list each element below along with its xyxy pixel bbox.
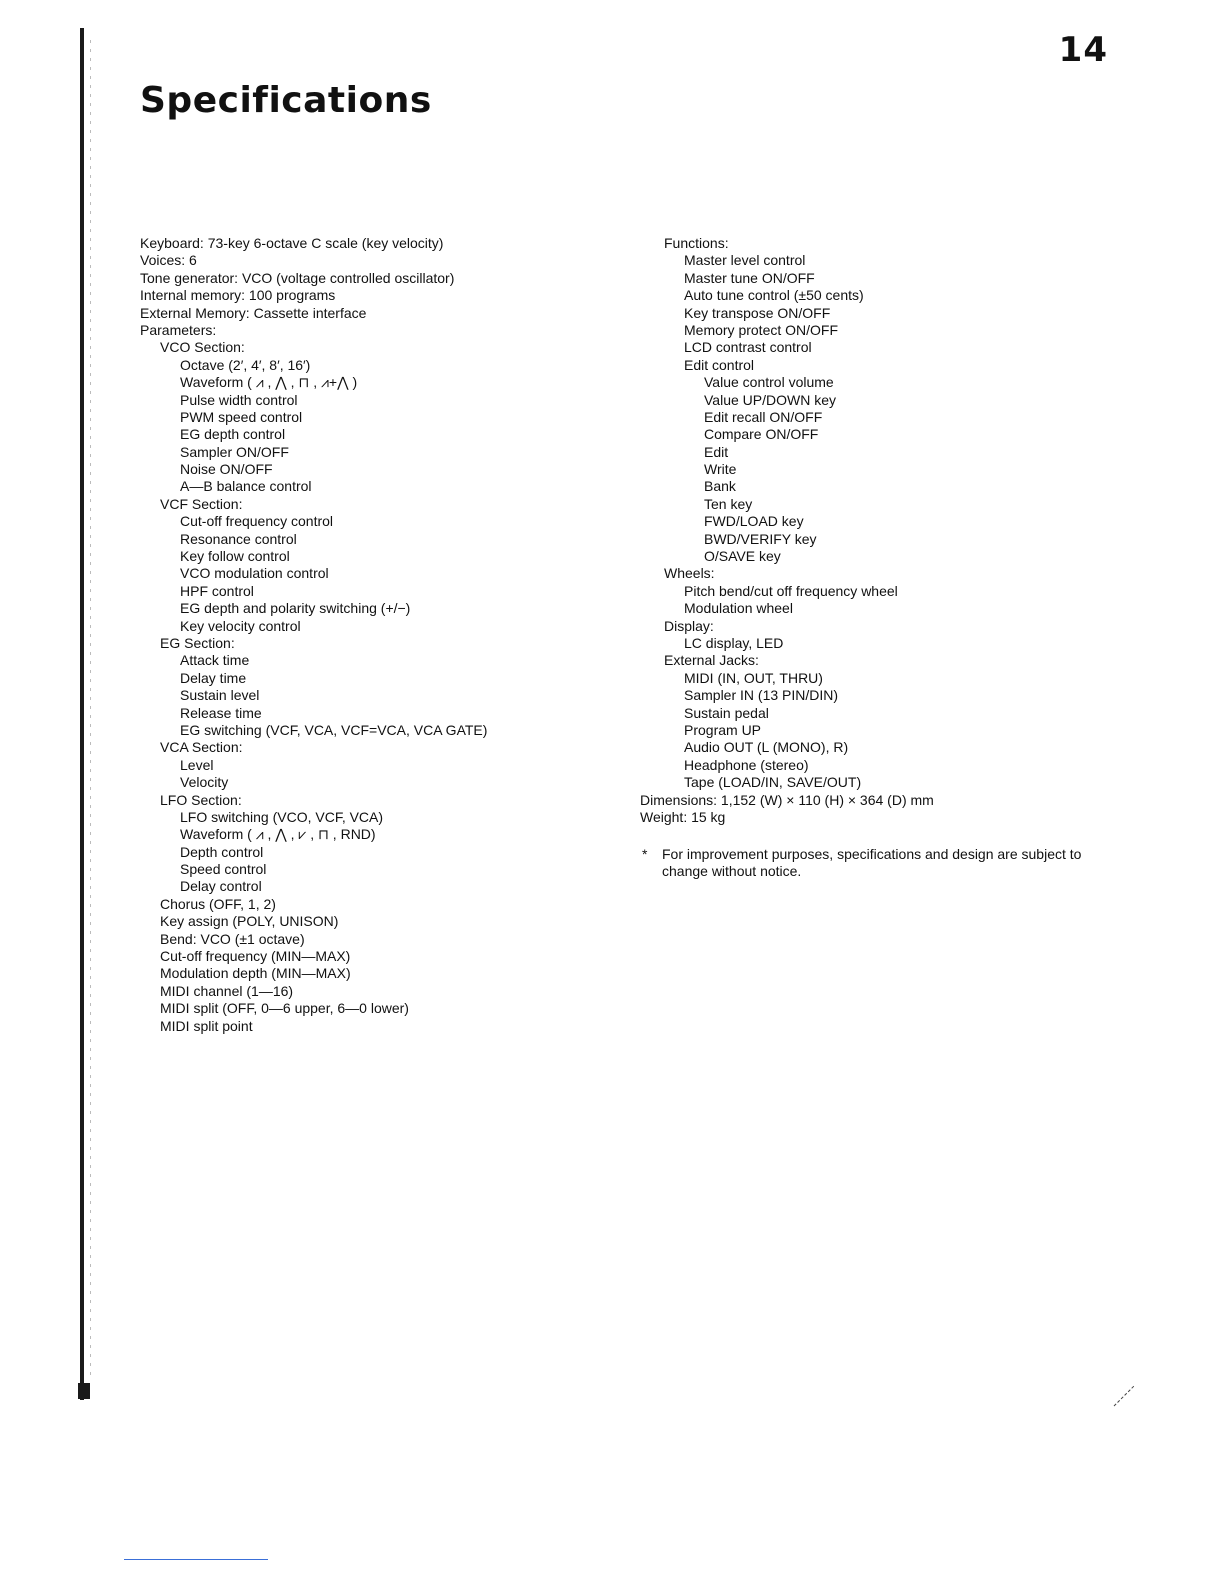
spec-line: Sampler IN (13 PIN/DIN) (684, 687, 839, 704)
spec-line: Attack time (180, 652, 250, 669)
spec-line: EG depth control (180, 426, 286, 443)
spec-line: Audio OUT (L (MONO), R) (684, 739, 849, 756)
spec-line: Auto tune control (±50 cents) (684, 287, 864, 304)
spec-line: LCD contrast control (684, 339, 812, 356)
spec-line: Velocity (180, 774, 229, 791)
spec-line: Sustain pedal (684, 704, 769, 721)
spec-line: Dimensions: 1,152 (W) × 110 (H) × 364 (D) mm (640, 791, 934, 808)
spec-line: BWD/VERIFY key (704, 530, 817, 547)
spec-line: Edit (704, 443, 729, 460)
spec-line: Level (180, 756, 214, 773)
spec-line: Parameters: (140, 321, 217, 338)
spec-line: Value control volume (704, 374, 834, 391)
spec-line: Key velocity control (180, 617, 301, 634)
footnote-text: For improvement purposes, specifications and design are subject to change without notice. (662, 846, 1082, 880)
spec-line: LFO switching (VCO, VCF, VCA) (180, 808, 384, 825)
spec-line: Pitch bend/cut off frequency wheel (684, 582, 898, 599)
spec-line: Release time (180, 704, 262, 721)
spec-line: Voices: 6 (140, 252, 197, 269)
spec-line: Master level control (684, 252, 806, 269)
binding-tick (78, 1383, 90, 1399)
spec-line: EG depth and polarity switching (+/−) (180, 600, 411, 617)
page-number: 14 (1058, 30, 1108, 70)
spec-line: EG Section: (160, 634, 235, 651)
spec-line: Key transpose ON/OFF (684, 304, 831, 321)
spec-list-right (640, 235, 1110, 826)
spec-line: External Memory: Cassette interface (140, 304, 367, 321)
spec-line: LFO Section: (160, 791, 242, 808)
spec-line: Tone generator: VCO (voltage controlled oscillator) (140, 269, 455, 286)
spec-line: Compare ON/OFF (704, 426, 819, 443)
spec-line: EG switching (VCF, VCA, VCF=VCA, VCA GATE) (180, 721, 488, 738)
spec-line: Program UP (684, 721, 762, 738)
spec-line: Master tune ON/OFF (684, 269, 815, 286)
spec-line: Keyboard: 73-key 6-octave C scale (key velocity) (140, 235, 444, 251)
spec-line: Value UP/DOWN key (704, 391, 836, 408)
spec-line: O/SAVE key (704, 548, 781, 565)
spec-line: Depth control (180, 843, 264, 860)
spec-line: Sampler ON/OFF (180, 443, 289, 460)
spec-line: VCO Section: (160, 339, 245, 356)
spec-line: Modulation wheel (684, 600, 793, 617)
spec-line: Cut-off frequency (MIN—MAX) (160, 948, 351, 965)
spec-line: Ten key (704, 495, 753, 512)
spec-line: MIDI split point (160, 1017, 253, 1034)
spec-line: VCO modulation control (180, 565, 329, 582)
spec-line: Chorus (OFF, 1, 2) (160, 895, 276, 912)
binding-perforation (90, 40, 91, 1380)
spec-line: MIDI split (OFF, 0—6 upper, 6—0 lower) (160, 1000, 409, 1017)
spec-line: MIDI channel (1—16) (160, 982, 294, 999)
spec-line: Speed control (180, 861, 267, 878)
spec-line: FWD/LOAD key (704, 513, 804, 530)
spec-line: Modulation depth (MIN—MAX) (160, 965, 351, 982)
spec-line: MIDI (IN, OUT, THRU) (684, 669, 823, 686)
spec-line: LC display, LED (684, 634, 784, 651)
spec-line: Sustain level (180, 687, 260, 704)
spec-list-left (140, 235, 610, 1035)
spec-line: Key assign (POLY, UNISON) (160, 913, 339, 930)
spec-line: VCF Section: (160, 495, 243, 512)
footnote-marker: * (642, 846, 648, 862)
spec-line: Internal memory: 100 programs (140, 287, 336, 304)
spec-line: Waveform ( ⩘ , ⋀ , ⊓ , ⩘+⋀ ) (180, 374, 358, 391)
spec-line: Edit control (684, 356, 755, 373)
spec-line: Bank (704, 478, 736, 495)
spec-line: Waveform ( ⩘ , ⋀ , ⩗ , ⊓ , RND) (180, 826, 376, 843)
spec-line: Noise ON/OFF (180, 461, 273, 478)
spec-line: Pulse width control (180, 391, 298, 408)
spec-line: Display: (664, 617, 714, 634)
spec-line: Functions: (664, 235, 729, 251)
spec-line: External Jacks: (664, 652, 759, 669)
footnote (642, 846, 1112, 881)
spec-line: Weight: 15 kg (640, 808, 726, 825)
spec-line: A—B balance control (180, 478, 312, 495)
spec-line: Headphone (stereo) (684, 756, 809, 773)
spec-line: Delay control (180, 878, 262, 895)
spec-line: Cut-off frequency control (180, 513, 334, 530)
spec-line: Write (704, 461, 737, 478)
spec-line: Octave (2′, 4′, 8′, 16′) (180, 356, 311, 373)
binding-edge (80, 28, 84, 1400)
spec-line: Bend: VCO (±1 octave) (160, 930, 305, 947)
spec-line: HPF control (180, 582, 254, 599)
spec-line: Key follow control (180, 548, 290, 565)
spec-line: PWM speed control (180, 408, 303, 425)
spec-line: Memory protect ON/OFF (684, 321, 839, 338)
spec-line: Resonance control (180, 530, 297, 547)
stray-pen-mark (1112, 1378, 1142, 1408)
page-title: Specifications (140, 80, 432, 121)
spec-line: Edit recall ON/OFF (704, 408, 823, 425)
spec-line: Wheels: (664, 565, 715, 582)
spec-line: VCA Section: (160, 739, 243, 756)
spec-line: Delay time (180, 669, 247, 686)
spec-line: Tape (LOAD/IN, SAVE/OUT) (684, 774, 862, 791)
footer-rule (124, 1559, 268, 1560)
